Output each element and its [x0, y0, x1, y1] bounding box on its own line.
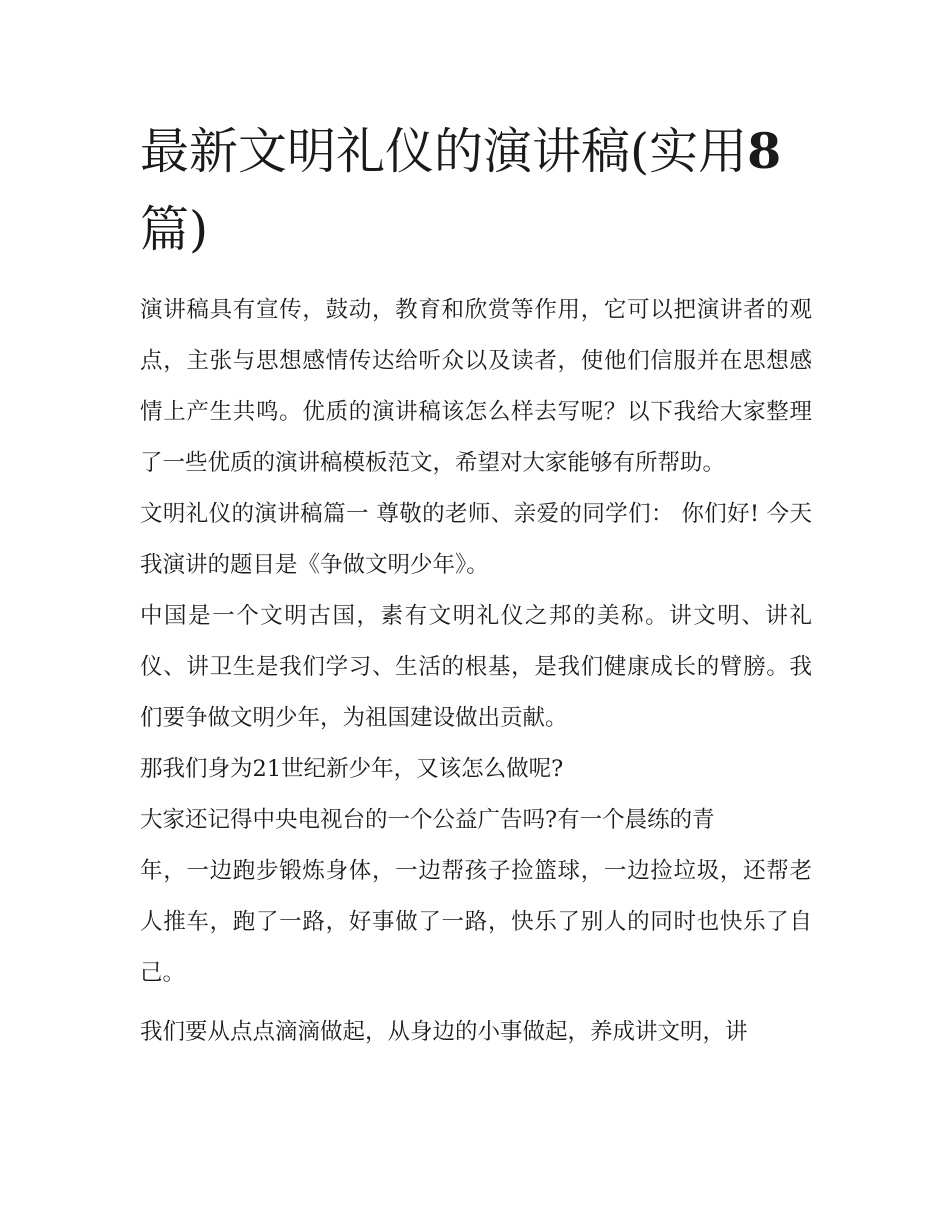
body-paragraph: 大家还记得中央电视台的一个公益广告吗?有一个晨练的青 — [140, 807, 715, 833]
title-main: 最新文明礼仪的演讲稿(实用 — [140, 123, 748, 180]
document-title — [140, 112, 812, 269]
body-paragraph: 年，一边跑步锻炼身体，一边帮孩子捡篮球，一边捡垃圾，还帮老人推车，跑了一路，好事做了一路，快乐了别人的同时也快乐了自己。 — [140, 858, 812, 986]
title-number: 8 — [747, 122, 782, 180]
title-end: 篇) — [140, 201, 209, 258]
body-paragraph: 中国是一个文明古国，素有文明礼仪之邦的美称。讲文明、讲礼仪、讲卫生是我们学习、生活的根基，是我们健康成长的臂膀。我们要争做文明少年，为祖国建设做出贡献。 — [140, 603, 812, 731]
intro-paragraph: 演讲稿具有宣传，鼓动，教育和欣赏等作用，它可以把演讲者的观点，主张与思想感情传达给听众以及读者，使他们信服并在思想感情上产生共鸣。优质的演讲稿该怎么样去写呢？以下我给大家整理了一些优质的演讲稿模板范文，希望对大家能够有所帮助。 — [140, 297, 812, 476]
body-paragraph: 我们要从点点滴滴做起，从身边的小事做起，养成讲文明，讲 — [140, 1019, 748, 1045]
speech-opening-paragraph: 文明礼仪的演讲稿篇一 尊敬的老师、亲爱的同学们： 你们好! 今天我演讲的题目是《争做文明少年》。 — [140, 501, 812, 578]
document-page — [140, 112, 812, 1058]
body-paragraph: 那我们身为21世纪新少年，又该怎么做呢? — [140, 756, 564, 782]
